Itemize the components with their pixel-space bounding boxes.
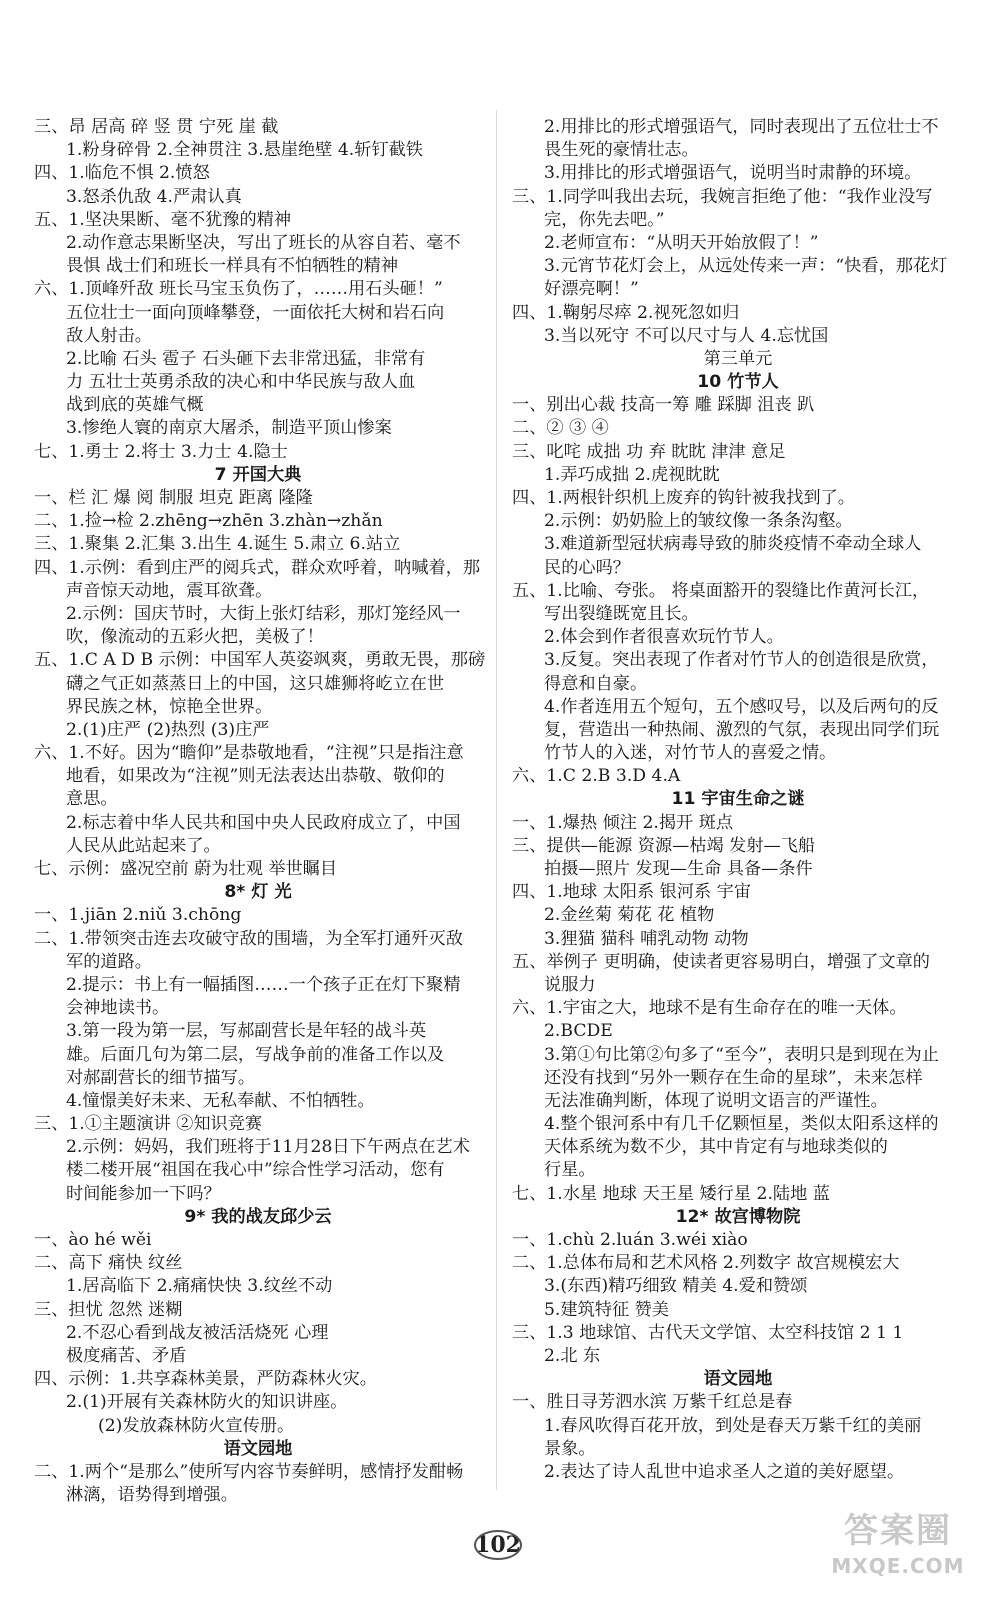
answer-line: 礴之气正如蒸蒸日上的中国，这只雄狮将屹立在世 <box>66 673 445 694</box>
watermark-logo <box>818 1508 978 1592</box>
answer-line: 六、1.C 2.B 3.D 4.A <box>512 766 681 787</box>
answer-line: 2.用排比的形式增强语气，同时表现出了五位壮士不 <box>544 117 939 137</box>
answer-line: 战到底的英雄气概 <box>66 395 204 416</box>
answer-line: 竹节人的入迷，对竹节人的喜爱之情。 <box>544 743 837 764</box>
answer-line: 3.狸猫 猫科 哺乳动物 动物 <box>544 928 749 949</box>
answer-line: 3.(东西)精巧细致 精美 4.爱和赞颂 <box>544 1276 808 1297</box>
answer-line: 天体系统为数不少，其中肯定有与地球类似的 <box>544 1137 888 1158</box>
answer-line: 一、1.chù 2.luán 3.wéi xiào <box>512 1230 748 1250</box>
section-heading: 7 开国大典 <box>214 464 302 485</box>
answer-line: 2.体会到作者很喜欢玩竹节人。 <box>544 627 784 648</box>
answer-line: 三、1.聚集 2.汇集 3.出生 4.诞生 5.肃立 6.站立 <box>34 534 401 555</box>
answer-line: 七、1.勇士 2.将士 3.力士 4.隐士 <box>34 441 288 462</box>
answer-line: 1.粉身碎骨 2.全神贯注 3.悬崖绝壁 4.斩钉截铁 <box>66 140 423 161</box>
answer-line: 楼二楼开展“祖国在我心中”综合性学习活动，您有 <box>66 1160 445 1181</box>
answer-line: 声音惊天动地，震耳欲聋。 <box>66 580 273 601</box>
answer-line: 一、栏 汇 爆 阅 制服 坦克 距离 隆隆 <box>34 488 313 508</box>
answer-line: 四、1.临危不惧 2.愤怒 <box>34 163 210 184</box>
section-heading: 10 竹节人 <box>697 372 779 393</box>
answer-line: 5.建筑特征 赞美 <box>544 1299 669 1320</box>
answer-line: 七、示例：盛况空前 蔚为壮观 举世瞩目 <box>34 859 338 879</box>
answer-line: 4.作者连用五个短句，五个感叹号，以及后两句的反 <box>544 696 939 717</box>
answer-line: 六、1.不好。因为“瞻仰”是恭敬地看，“注视”只是指注意 <box>34 743 464 764</box>
answer-line: 二、1.总体布局和艺术风格 2.列数字 故宫规模宏大 <box>512 1253 900 1274</box>
answer-line: 五、举例子 更明确，使读者更容易明白，增强了文章的 <box>512 951 930 972</box>
answer-line: 行星。 <box>544 1160 596 1181</box>
answer-line: 无法准确判断，体现了说明文语言的严谨性。 <box>544 1090 888 1111</box>
answer-line: 人民从此站起来了。 <box>66 835 221 856</box>
answer-line: 四、示例：1.共享森林美景，严防森林火灾。 <box>34 1369 377 1390</box>
answer-line: 3.当以死守 不可以尺寸与人 4.忘忧国 <box>544 325 829 346</box>
answer-line: 二、1.两个“是那么”使所写内容节奏鲜明，感情抒发酣畅 <box>34 1461 464 1482</box>
answer-line: 五、1.C A D B 示例：中国军人英姿飒爽，勇敢无畏，那磅 <box>34 650 486 671</box>
answer-line: 一、ào hé wěi <box>34 1230 152 1250</box>
answer-line: 2.示例：奶奶脸上的皱纹像一条条沟壑。 <box>544 511 853 532</box>
answer-line: 二、1.带领突击连去攻破守敌的围墙，为全军打通歼灭敌 <box>34 928 463 949</box>
answer-line: 二、1.捡→检 2.zhēng→zhēn 3.zhàn→zhǎn <box>34 511 383 532</box>
answer-line: 说服力 <box>544 974 596 995</box>
answer-line: 六、1.顶峰歼敌 班长马宝玉负伤了，……用石头砸！” <box>34 279 443 300</box>
answer-line: 2.标志着中华人民共和国中央人民政府成立了，中国 <box>66 812 461 833</box>
answer-line: 一、别出心裁 技高一筹 雕 踩脚 沮丧 趴 <box>512 395 815 416</box>
answer-line: 2.(1)庄严 (2)热烈 (3)庄严 <box>66 719 270 740</box>
answer-line: 五、1.比喻、夸张。 将桌面豁开的裂缝比作黄河长江， <box>512 580 930 601</box>
answer-line: 吹，像流动的五彩火把，美极了！ <box>66 627 324 648</box>
answer-line: 1.居高临下 2.痛痛快快 3.纹丝不动 <box>66 1276 333 1297</box>
section-heading: 语文园地 <box>223 1438 293 1459</box>
answer-line: 畏生死的豪情壮志。 <box>544 140 699 161</box>
answer-line: 敌人射击。 <box>66 325 152 346</box>
answer-line: 3.怒杀仇敌 4.严肃认真 <box>66 186 242 207</box>
answer-line: 六、1.宇宙之大，地球不是有生命存在的唯一天体。 <box>512 998 907 1019</box>
answer-line: 雄。后面几句为第二层，写战争前的准备工作以及 <box>66 1044 445 1065</box>
answer-line: 五、1.坚决果断、毫不犹豫的精神 <box>34 209 292 230</box>
answer-line: 军的道路。 <box>66 951 152 972</box>
section-heading: 11 宇宙生命之谜 <box>671 789 805 810</box>
section-heading: 8* 灯 光 <box>224 882 292 903</box>
answer-line: 3.元宵节花灯会上，从远处传来一声：“快看，那花灯 <box>544 256 948 277</box>
answer-column-right <box>512 116 964 1484</box>
answer-line: 三、昂 居高 碎 竖 贯 宁死 崖 截 <box>34 117 279 137</box>
answer-line: 一、胜日寻芳泗水滨 万紫千红总是春 <box>512 1392 793 1413</box>
answer-line: 3.第一段为第一层，写郝副营长是年轻的战斗英 <box>66 1021 427 1042</box>
answer-line: 2.比喻 石头 雹子 石头砸下去非常迅猛，非常有 <box>66 348 426 369</box>
answer-line: 2.(1)开展有关森林防火的知识讲座。 <box>66 1392 348 1413</box>
answer-line: 五位壮士一面向顶峰攀登，一面依托大树和岩石向 <box>66 302 445 323</box>
answer-line: 四、1.两根针织机上废弃的钩针被我找到了。 <box>512 488 855 508</box>
answer-line: 2.示例：国庆节时，大街上张灯结彩，那灯笼经风一 <box>66 603 461 624</box>
section-heading: 语文园地 <box>703 1369 773 1390</box>
answer-line: 2.动作意志果断坚决，写出了班长的从容自若、毫不 <box>66 232 461 253</box>
answer-line: 力 五壮士英勇杀敌的决心和中华民族与敌人血 <box>66 372 416 393</box>
answer-line: 二、② ③ ④ <box>512 418 609 439</box>
section-heading: 12* 故宫博物院 <box>675 1206 801 1227</box>
answer-line: 2.表达了诗人乱世中追求圣人之道的美好愿望。 <box>544 1461 905 1482</box>
answer-line: 极度痛苦、矛盾 <box>66 1345 187 1366</box>
page-number: 102 <box>470 1530 526 1560</box>
section-heading: 第三单元 <box>703 348 773 369</box>
answer-line: 对郝副营长的细节描写。 <box>66 1067 256 1088</box>
answer-line: 3.反复。突出表现了作者对竹节人的创造很是欣赏， <box>544 650 939 671</box>
answer-line: 1.弄巧成拙 2.虎视眈眈 <box>544 464 720 485</box>
answer-line: 三、1.3 地球馆、古代天文学馆、太空科技馆 2 1 1 <box>512 1322 904 1343</box>
answer-line: 淋漓，语势得到增强。 <box>66 1485 238 1506</box>
answer-line: 三、1.同学叫我出去玩，我婉言拒绝了他：“我作业没写 <box>512 186 933 207</box>
answer-line: 景象。 <box>544 1438 596 1459</box>
answer-line: 3.第①句比第②句多了“至今”，表明只是到现在为止 <box>544 1044 939 1065</box>
answer-line: 四、1.地球 太阳系 银河系 宇宙 <box>512 882 752 903</box>
answer-line: 2.示例：妈妈，我们班将于11月28日下午两点在艺术 <box>66 1137 470 1158</box>
answer-line: 好漂亮啊！” <box>544 279 639 300</box>
answer-line: 2.BCDE <box>544 1021 613 1042</box>
answer-line: 得意和自豪。 <box>544 673 648 694</box>
answer-line: 三、叱咤 成拙 功 弃 眈眈 津津 意足 <box>512 441 786 462</box>
answer-line: 复，营造出一种热闹、激烈的气氛，表现出同学们玩 <box>544 719 940 740</box>
answer-line: 七、1.水星 地球 天王星 矮行星 2.陆地 蓝 <box>512 1183 830 1204</box>
section-heading: 9* 我的战友邱少云 <box>184 1206 332 1227</box>
answer-line: 写出裂缝既宽且长。 <box>544 603 699 624</box>
answer-line: 四、1.示例：看到庄严的阅兵式，群众欢呼着，呐喊着，那 <box>34 557 481 578</box>
answer-line: 2.北 东 <box>544 1345 601 1366</box>
answer-line: 2.提示：书上有一幅插图……一个孩子正在灯下聚精 <box>66 974 461 995</box>
answer-line: 一、1.爆热 倾注 2.揭开 斑点 <box>512 812 734 833</box>
answer-column-left <box>34 116 486 1507</box>
answer-line: 1.春风吹得百花开放，到处是春天万紫千红的美丽 <box>544 1415 922 1436</box>
answer-line: 4.憧憬美好未来、无私奉献、不怕牺牲。 <box>66 1090 375 1111</box>
answer-line: 2.不忍心看到战友被活活烧死 心理 <box>66 1322 329 1343</box>
watermark-logo-text: 答案圈 <box>844 1511 952 1551</box>
answer-line: 三、1.①主题演讲 ②知识竞赛 <box>34 1114 263 1135</box>
answer-line: 会神地读书。 <box>66 998 170 1019</box>
answer-line: 二、高下 痛快 纹丝 <box>34 1253 183 1274</box>
answer-line: 完，你先去吧。” <box>544 209 665 230</box>
column-divider <box>496 110 497 1490</box>
answer-line: 意思。 <box>66 789 118 810</box>
answer-line: 民的心吗？ <box>544 557 630 578</box>
answer-line: 3.惨绝人寰的南京大屠杀，制造平顶山惨案 <box>66 418 392 439</box>
answer-line: 界民族之林，惊艳全世界。 <box>66 696 273 717</box>
answer-line: 地看，如果改为“注视”则无法表达出恭敬、敬仰的 <box>66 766 445 787</box>
answer-line: 三、担忧 忽然 迷糊 <box>34 1299 183 1320</box>
watermark-site: MXQE.COM <box>831 1554 965 1578</box>
answer-line: 还没有找到“另外一颗存在生命的星球”，未来怎样 <box>544 1067 923 1088</box>
answer-line: 3.用排比的形式增强语气，说明当时肃静的环境。 <box>544 163 922 184</box>
answer-line: 三、提供—能源 资源—枯竭 发射—飞船 <box>512 835 816 856</box>
answer-line: 拍摄—照片 发现—生命 具备—条件 <box>544 859 813 879</box>
answer-line: (2)发放森林防火宣传册。 <box>98 1415 295 1436</box>
answer-line: 时间能参加一下吗？ <box>66 1183 221 1204</box>
answer-line: 2.金丝菊 菊花 花 植物 <box>544 905 715 926</box>
answer-line: 2.老师宣布：“从明天开始放假了！” <box>544 232 819 253</box>
answer-line: 4.整个银河系中有几千亿颗恒星，类似太阳系这样的 <box>544 1114 939 1135</box>
answer-line: 一、1.jiān 2.niǔ 3.chōng <box>34 905 242 926</box>
answer-line: 四、1.鞠躬尽瘁 2.视死忽如归 <box>512 302 740 323</box>
answer-line: 畏惧 战士们和班长一样具有不怕牺牲的精神 <box>66 256 399 277</box>
answer-line: 3.难道新型冠状病毒导致的肺炎疫情不牵动全球人 <box>544 534 922 555</box>
